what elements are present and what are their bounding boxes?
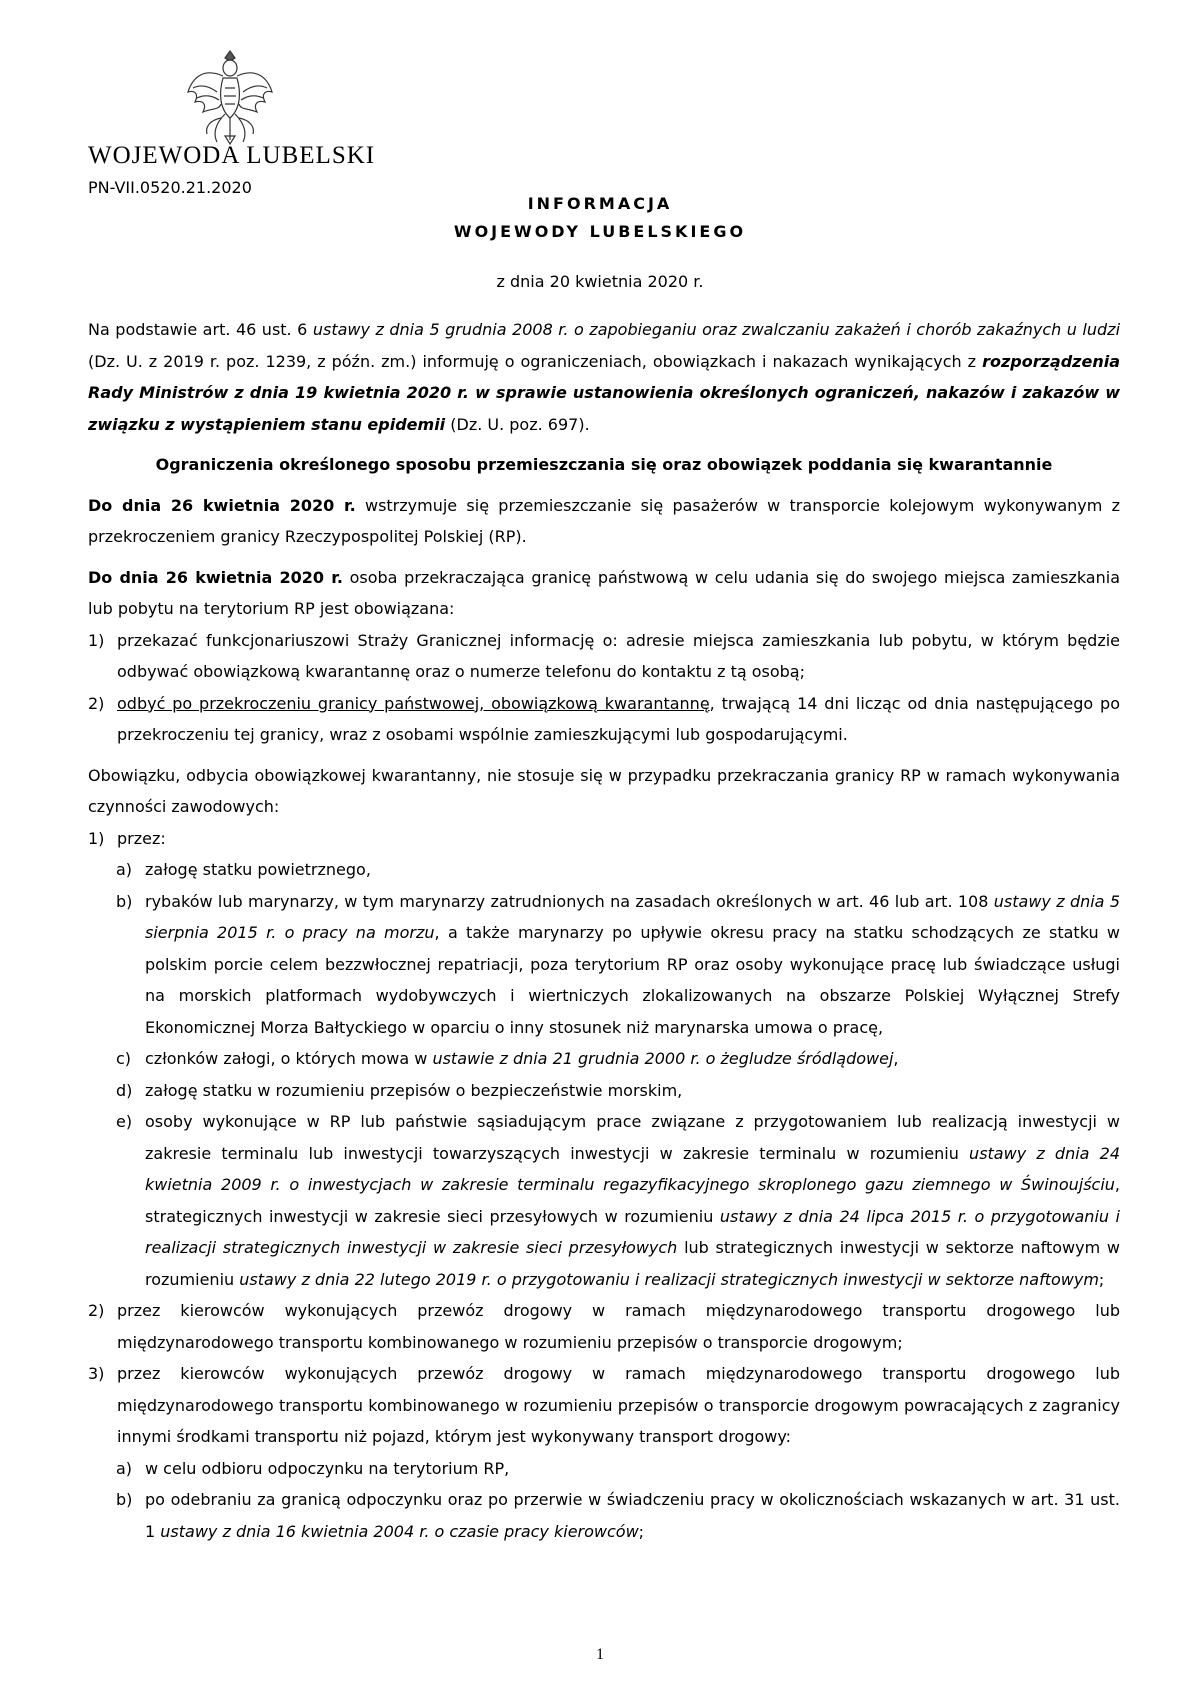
list-item: 1) przekazać funkcjonariuszowi Straży Granicznej informację o: adresie miejsca zamieszkania lub pobytu, w którym będzie odbywać obowiązkową kwarantannę oraz o numerze telefonu do kontaktu z tą osobą; xyxy=(88,630,1120,681)
sub-list-item: a) w celu odbioru odpoczynku na terytorium RP, xyxy=(116,1458,510,1478)
page-number: 1 xyxy=(596,1646,604,1663)
paragraph-exemptions: Obowiązku, odbycia obowiązkowej kwarantanny, nie stosuje się w przypadku przekraczania granicy RP w ramach wykonywania czynności zawodowych: xyxy=(88,765,1120,816)
sub-list-item: d) załogę statku w rozumieniu przepisów o bezpieczeństwie morskim, xyxy=(116,1080,683,1100)
sub-list-item: b) po odebraniu za granicą odpoczynku oraz po przerwie w świadczeniu pracy w okolicznościach wskazanych w art. 31 ust. 1 ustawy z dnia 16 kwietnia 2004 r. o czasie pracy kierowców; xyxy=(116,1490,1120,1541)
sub-list-item: b) rybaków lub marynarzy, w tym marynarzy zatrudnionych na zasadach określonych w art. 46 lub art. 108 ustawy z dnia 5 sierpnia 2015 r. o pracy na morzu, a także marynarzy po upływie okresu pracy na statku schodzących ze statku w polskim porcie celem bezzwłocznej repatriacji, poza terytorium RP oraz osoby wykonujące pracę lub świadczące usługi na morskich platformach wydobywczych i wiertniczych zlokalizowanych na obszarze Polskiej Wyłącznej Strefy Ekonomicznej Morza Bałtyckiego w oparciu o inny stosunek niż marynarska umowa o pracę, xyxy=(116,891,1121,1037)
document-title: INFORMACJA xyxy=(527,194,673,213)
document-body xyxy=(88,314,1120,1547)
sub-list-item: a) załogę statku powietrznego, xyxy=(116,860,371,879)
polish-eagle-emblem xyxy=(185,48,275,146)
document-date: z dnia 20 kwietnia 2020 r. xyxy=(496,272,704,291)
intro-paragraph: Na podstawie art. 46 ust. 6 ustawy z dnia 5 grudnia 2008 r. o zapobieganiu oraz zwalczaniu zakażeń i chorób zakaźnych u ludzi (Dz. U. z 2019 r. poz. 1239, z późn. zm.) informuję o ograniczeniach, obowiązkach i nakazach wynikających z rozporządzenia Rady Ministrów z dnia 19 kwietnia 2020 r. w sprawie ustanowienia określonych ograniczeń, nakazów i zakazów w związku z wystąpieniem stanu epidemii (Dz. U. poz. 697). xyxy=(88,320,1121,434)
issuer-name: WOJEWODA LUBELSKI xyxy=(88,142,376,169)
section-heading: Ograniczenia określonego sposobu przemieszczania się oraz obowiązek poddania się kwarantannie xyxy=(155,455,1053,474)
reference-number: PN-VII.0520.21.2020 xyxy=(88,178,252,197)
list-item: 2) przez kierowców wykonujących przewóz drogowy w ramach międzynarodowego transportu drogowego lub międzynarodowego transportu kombinowanego w rozumieniu przepisów o transporcie drogowym; xyxy=(88,1301,1120,1352)
sub-list-item: e) osoby wykonujące w RP lub państwie sąsiadującym prace związane z przygotowaniem lub realizacją inwestycji w zakresie terminalu lub inwestycji towarzyszących inwestycji w zakresie terminalu w rozumieniu ustawy z dnia 24 kwietnia 2009 r. o inwestycjach w zakresie terminalu regazyfikacyjnego skroplonego gazu ziemnego w Świnoujściu, strategicznych inwestycji w zakresie sieci przesyłowych w rozumieniu ustawy z dnia 24 lipca 2015 r. o przygotowaniu i realizacji strategicznych inwestycji w zakresie sieci przesyłowych lub strategicznych inwestycji w sektorze naftowym w rozumieniu ustawy z dnia 22 lutego 2019 r. o przygotowaniu i realizacji strategicznych inwestycji w sektorze naftowym; xyxy=(116,1112,1121,1289)
sub-list-item: c) członków załogi, o których mowa w ustawie z dnia 21 grudnia 2000 r. o żegludze śródlądowej, xyxy=(116,1049,899,1068)
paragraph-border-crossing: Do dnia 26 kwietnia 2020 r. osoba przekraczająca granicę państwową w celu udania się do swojego miejsca zamieszkania lub pobytu na terytorium RP jest obowiązana: xyxy=(88,567,1121,618)
list-item: 3) przez kierowców wykonujących przewóz drogowy w ramach międzynarodowego transportu drogowego lub międzynarodowego transportu kombinowanego w rozumieniu przepisów o transporcie drogowym powracających z zagranicy innymi środkami transportu niż pojazd, którym jest wykonywany transport drogowy: xyxy=(88,1364,1120,1446)
list-item: 1) przez: xyxy=(88,828,166,848)
paragraph-rail-transport: Do dnia 26 kwietnia 2020 r. wstrzymuje się przemieszczanie się pasażerów w transporcie kolejowym wykonywanym z przekroczeniem granicy Rzeczypospolitej Polskiej (RP). xyxy=(88,495,1121,546)
document-subtitle: WOJEWODY LUBELSKIEGO xyxy=(453,222,747,241)
list-item: 2) odbyć po przekroczeniu granicy państwowej, obowiązkową kwarantannę, trwającą 14 dni licząc od dnia następującego po przekroczeniu tej granicy, wraz z osobami wspólnie zamieszkującymi lub gospodarującymi. xyxy=(88,693,1121,744)
